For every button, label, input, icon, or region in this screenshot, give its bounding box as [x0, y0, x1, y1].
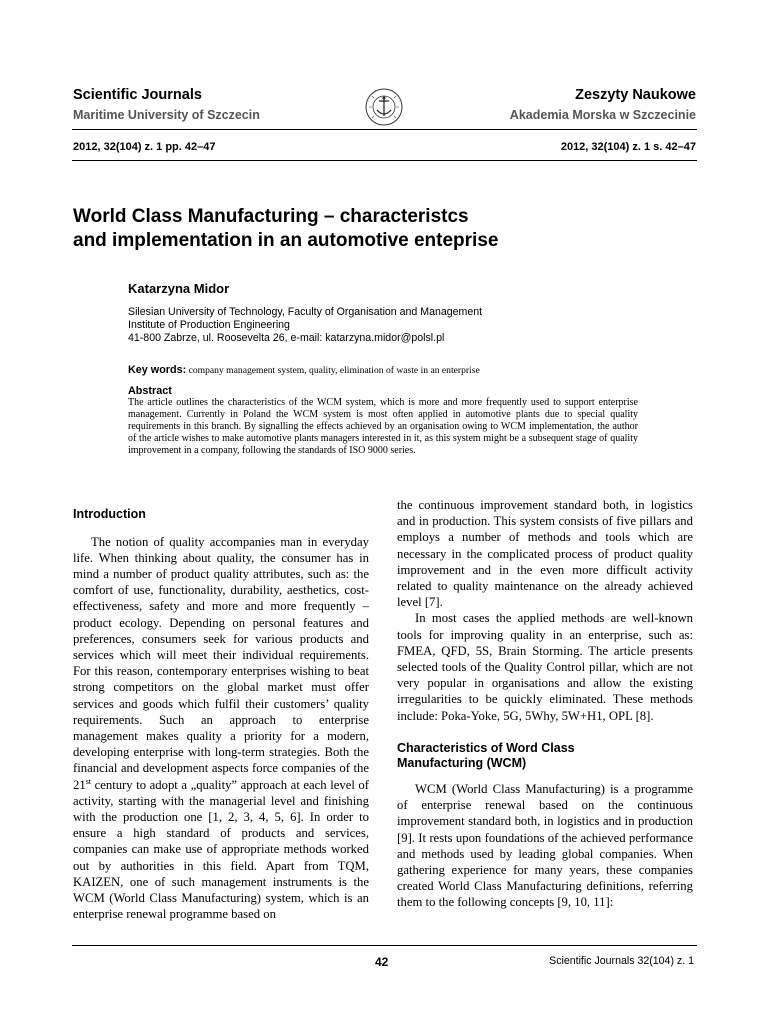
affiliation-line-3: 41-800 Zabrze, ul. Roosevelta 26, e-mail: katarzyna.midor@polsl.pl [128, 331, 445, 344]
keywords-text: company management system, quality, elimination of waste in an enterprise [188, 365, 480, 376]
left-column [73, 507, 369, 922]
body-paragraph-3: WCM (World Class Manufacturing) is a programme of enterprise renewal based on the continuous improvement standard both, in logistics and in production [9]. It rests upon foundations of the achieved performance and methods used by leading global companies. When gathering experience for many years, these companies created World Class Manufacturing definitions, referring them to the following concepts [9, 10, 11]: [397, 782, 693, 910]
title-line-2: and implementation in an automotive enteprise [73, 230, 499, 251]
university-name-pl: Akademia Morska w Szczecinie [509, 108, 696, 122]
keywords [128, 364, 648, 376]
university-name-en: Maritime University of Szczecin [73, 108, 260, 122]
journal-name-pl: Zeszyty Naukowe [575, 87, 696, 103]
abstract-heading: Abstract [128, 385, 172, 397]
introduction-heading: Introduction [73, 507, 146, 521]
citation-pl: 2012, 32(104) z. 1 s. 42–47 [560, 141, 696, 153]
title-line-1: World Class Manufacturing – characteristcs [73, 206, 469, 227]
author-name: Katarzyna Midor [128, 281, 230, 296]
right-column [397, 497, 693, 911]
citation-divider [72, 160, 697, 161]
header-divider [72, 129, 697, 130]
footer-divider [72, 945, 697, 946]
university-seal-icon [364, 86, 404, 128]
keywords-label: Key words: [128, 364, 187, 376]
citation-en: 2012, 32(104) z. 1 pp. 42–47 [73, 141, 216, 153]
body-paragraph-1: the continuous improvement standard both, in logistics and in production. This system consists of five pillars and employs a number of methods and tools which are necessary in the complicated process of product quality improvement and in the even more difficult activity related to quality maintenance on the already achieved level [7]. [397, 498, 693, 610]
affiliation-line-1: Silesian University of Technology, Faculty of Organisation and Management [128, 306, 483, 318]
wcm-section-heading: Characteristics of Word Class Manufacturing (WCM) [397, 740, 575, 771]
author-affiliation [128, 306, 648, 344]
affiliation-line-2: Institute of Production Engineering [128, 318, 290, 331]
introduction-paragraph: The notion of quality accompanies man in everyday life. When thinking about quality, the consumer has in mind a number of product quality attributes, such as: the comfort of use, functionality, durability, aesthetics, cost-effectiveness, safety and more and more frequently – product ecology. Depending on personal features and preferences, consumers seek for various products and services which will meet their individual requirements. For this reason, contemporary enterprises wishing to beat strong competitors on the global market must offer services and goods which fulfil their customers’ quality requirements. Such an approach to enterprise management makes quality a priority for a modern, developing enterprise with long-term strategies. Both the financial and development aspects force companies of the 21st century to adopt a „quality” approach at each level of activity, starting with the managerial level and finishing with the production one [1, 2, 3, 4, 5, 6]. In order to ensure a high standard of products and services, companies can make use of appropriate methods worked out by authorities in this field. Apart from TQM, KAIZEN, one of such management instruments is the WCM (World Class Manufacturing) system, which is an enterprise renewal programme based on [73, 534, 369, 922]
journal-name-en: Scientific Journals [73, 87, 202, 103]
abstract-text: The article outlines the characteristics of the WCM system, which is more and more frequently used to support enterprise management. Currently in Poland the WCM system is most often applied in automotive plants due to special quality requirements in this branch. By signalling the effects achieved by an organisation owing to WCM implementation, the author of the article wishes to make automotive plants managers interested in it, as this system might be a subsequent stage of quality improvement in a company, following the standards of ISO 9000 series. [128, 397, 638, 456]
footer-journal-ref: Scientific Journals 32(104) z. 1 [549, 955, 694, 967]
article-title [73, 205, 633, 253]
body-paragraph-2: In most cases the applied methods are well-known tools for improving quality in an enterprise, such as: FMEA, QFD, 5S, Brain Storming. The article presents selected tools of the Quality Control pillar, which are not very popular in organisations and allow the existing irregularities to be quickly eliminated. These methods include: Poka-Yoke, 5G, 5Why, 5W+H1, OPL [8]. [397, 611, 693, 723]
page-number: 42 [375, 955, 389, 969]
